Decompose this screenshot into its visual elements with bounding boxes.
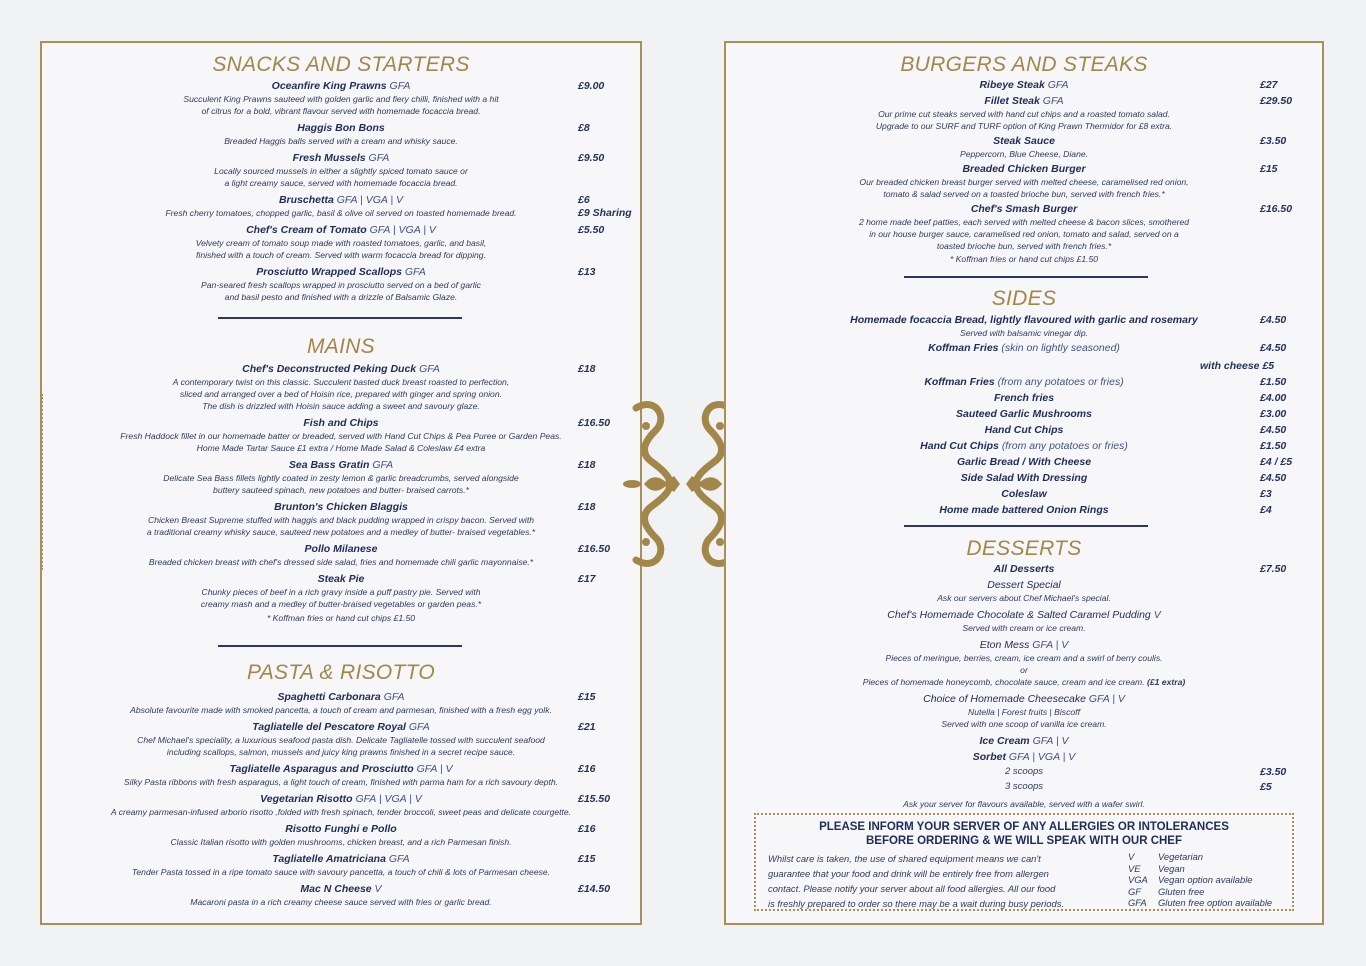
menu-item-name-line (42, 691, 640, 704)
menu-item-description: Chicken Breast Supreme stuffed with haggis and black pudding wrapped in crispy bacon. Served with (148, 515, 534, 525)
side-item-price: £4 / £5 (1260, 456, 1293, 468)
allergy-line: Whilst care is taken, the use of shared equipment means we can't (768, 853, 1041, 864)
menu-item-name: Chef's Deconstructed Peking Duck (242, 363, 417, 375)
menu-item (42, 266, 640, 303)
menu-item-price: £29.50 (1260, 95, 1293, 107)
menu-item-price: £15 (1260, 163, 1278, 175)
side-item-name (726, 342, 1322, 355)
menu-item-price: £13 (578, 266, 596, 278)
menu-item-name-line (42, 266, 640, 279)
menu-item (42, 543, 640, 568)
menu-item-name-line (726, 203, 1322, 216)
menu-item-name-line (42, 853, 640, 866)
legend-code: VGA (1128, 874, 1148, 885)
menu-item-name-line (42, 501, 640, 514)
dietary-tags: GFA | VGA | V (369, 224, 436, 236)
dietary-tags: V (374, 883, 382, 895)
legend-code: GFA (1128, 897, 1147, 908)
pasta-section (42, 661, 640, 908)
side-item-price: £4 (1260, 504, 1272, 516)
side-item (726, 454, 1322, 470)
mains-fries-note: * Koffman fries or hand cut chips £1.50 (266, 613, 416, 623)
menu-item-description: toasted brioche bun, served with french fries.* (936, 241, 1112, 251)
menu-item-description: The dish is drizzled with Hoisin sauce adding a sweet and savoury glaze. (202, 401, 480, 411)
menu-item-price: £16.50 (578, 543, 611, 555)
menu-item-price: £14.50 (578, 883, 611, 895)
menu-item-price: £16.50 (578, 417, 611, 429)
pasta-list (42, 691, 640, 908)
menu-item (42, 363, 640, 412)
menu-item-name-line (726, 95, 1322, 108)
legend-row (1128, 886, 1272, 898)
dietary-tags: GFA (408, 721, 430, 733)
menu-item-price: £18 (578, 459, 596, 471)
menu-item-name-line (726, 79, 1322, 92)
menu-item-description: A contemporary twist on this classic. Succulent basted duck breast roasted to perfection, (172, 377, 510, 387)
allergy-notice (754, 813, 1294, 911)
menu-item-name-line (42, 417, 640, 430)
dietary-tags: GFA (368, 152, 390, 164)
section-title-sides: SIDES (991, 287, 1057, 310)
menu-item-name: Steak Sauce (993, 135, 1055, 147)
left-menu-panel (40, 41, 642, 925)
dessert-name-text: Sorbet (972, 751, 1006, 763)
side-name-text: Koffman Fries (924, 376, 995, 388)
dessert-all (726, 563, 1322, 576)
allergy-line: is freshly prepared to order so there may be a wait during busy periods. (768, 898, 1064, 909)
menu-item-description: Locally sourced mussels in either a slightly spiced tomato sauce or (214, 166, 468, 176)
snacks-section (42, 53, 640, 303)
menu-item-description: Our breaded chicken breast burger served with melted cheese, caramelised red onion, (859, 177, 1189, 187)
menu-item-name-line (42, 122, 640, 135)
legend-code: VE (1128, 862, 1141, 874)
scoops-2-row (726, 766, 1322, 781)
menu-item-name-line (42, 224, 640, 237)
dessert-special-desc: Ask our servers about Chef Michael's special. (937, 593, 1111, 603)
dietary-tags: GFA (388, 853, 410, 865)
menu-item-price: £15 (578, 853, 596, 865)
side-item-name (726, 374, 1322, 390)
menu-item-description: and basil pesto and finished with a drizzle of Balsamic Glaze. (224, 292, 458, 302)
mains-list (42, 363, 640, 610)
menu-item-price: £18 (578, 363, 596, 375)
flavours-note: Ask your server for flavours available, served with a wafer swirl. (903, 799, 1145, 809)
menu-item-name-line (42, 363, 640, 376)
dessert-eton-desc: Pieces of meringue, berries, cream, ice cream and a swirl of berry coulis. (885, 653, 1163, 663)
menu-item-name-line (42, 721, 640, 734)
dietary-tags: GFA (1047, 79, 1069, 91)
dessert-cheesecake-desc: Nutella | Forest fruits | Biscoff (968, 707, 1080, 717)
dessert-pudding-name (726, 609, 1322, 622)
side-item-price: £4.50 (1260, 424, 1287, 436)
menu-item-description: A creamy parmesan-infused arborio risotto ,folded with fresh spinach, tender broccoli, sweet peas and delicate courgette. (110, 807, 572, 817)
side-item (726, 486, 1322, 502)
allergy-line: contact. Please notify your server about all food allergies. All our food (768, 883, 1056, 894)
menu-item-name: Fillet Steak (984, 95, 1040, 107)
menu-item-name-line (42, 883, 640, 896)
menu-item-description: Pan-seared fresh scallops wrapped in prosciutto served on a bed of garlic (201, 280, 481, 290)
dietary-legend (1128, 851, 1272, 909)
menu-item (726, 79, 1322, 92)
dessert-name-text: Chef's Homemade Chocolate & Salted Caramel Pudding (887, 609, 1151, 621)
menu-item-name: Breaded Chicken Burger (962, 163, 1086, 175)
menu-item-description: Classic Italian risotto with golden mushrooms, chicken breast, and a rich Parmesan finish. (170, 837, 512, 847)
side-item-name (726, 422, 1322, 438)
menu-item-description: Breaded Haggis balls served with a cream and whisky sauce. (224, 136, 458, 146)
side-item-price: £4.00 (1260, 392, 1287, 404)
menu-item (42, 194, 640, 219)
all-desserts-label: All Desserts (993, 563, 1055, 575)
menu-item-price: £6 (578, 194, 590, 206)
menu-item-name: Sea Bass Gratin (288, 459, 370, 471)
side-item-price: £4.50 (1260, 342, 1287, 354)
dessert-tag: GFA | V (1032, 639, 1069, 651)
menu-item-name: Tagliatelle Asparagus and Prosciutto (229, 763, 414, 775)
menu-item-description: Succulent King Prawns sauteed with golden garlic and fiery chilli, finished with a hit (183, 94, 499, 104)
menu-item-price: £9.00 (578, 80, 605, 92)
section-title-snacks: SNACKS AND STARTERS (212, 53, 470, 76)
divider (904, 525, 1148, 527)
menu-item-name: Haggis Bon Bons (297, 122, 385, 134)
menu-item-name: Steak Pie (317, 573, 365, 585)
legend-label: Gluten free option available (1158, 897, 1273, 908)
menu-item-price: £15.50 (578, 793, 611, 805)
side-item-price: £1.50 (1260, 440, 1287, 452)
menu-item-description: Delicate Sea Bass fillets lightly coated in zesty lemon & garlic breadcrumbs, served alongside (163, 473, 519, 483)
menu-item-description: a traditional creamy whisky sauce, sauteed new potatoes and a medley of butter- braised vegetables.* (146, 527, 536, 537)
menu-item-name: Vegetarian Risotto (260, 793, 353, 805)
menu-item-description: 2 home made beef patties, each served with melted cheese & bacon slices, smothered (858, 217, 1190, 227)
dessert-special (726, 579, 1322, 604)
dessert-sorbet-name (726, 751, 1322, 764)
menu-item-name: Spaghetti Carbonara (277, 691, 381, 703)
menu-item-name-line (42, 793, 640, 806)
menu-item-price: £15 (578, 691, 596, 703)
dessert-name-text: Ice Cream (979, 735, 1030, 747)
menu-item-price: £17 (578, 573, 596, 585)
legend-code: GF (1128, 885, 1142, 897)
menu-item (42, 224, 640, 261)
dietary-tags: GFA (372, 459, 394, 471)
side-item-focaccia (726, 314, 1322, 339)
menu-item-name: Tagliatelle del Pescatore Royal (252, 721, 406, 733)
menu-item-price: £21 (578, 721, 596, 733)
menu-item (42, 883, 640, 908)
menu-item-description: Fresh Haddock fillet in our homemade batter or breaded, served with Hand Cut Chips & Pea Puree or Garden Peas. (120, 431, 562, 441)
eton-extra-price: (£1 extra) (1147, 677, 1186, 687)
dietary-tags: GFA (389, 80, 411, 92)
menu-item-description: Chunky pieces of beef in a rich gravy inside a puff pastry pie. Served with (201, 587, 481, 597)
side-item-price: £4.50 (1260, 314, 1287, 326)
menu-item-description: including scallops, salmon, mussels and juicy king prawns finished in a secret recipe sauce. (166, 747, 516, 757)
menu-item-description: Macaroni pasta in a rich creamy cheese sauce served with fries or garlic bread. (190, 897, 492, 907)
allergy-disclaimer (768, 851, 1108, 911)
menu-item (726, 95, 1322, 132)
menu-item-price: £16 (578, 823, 596, 835)
menu-item-name: Chef's Smash Burger (970, 203, 1078, 215)
dessert-pudding-desc: Served with cream or ice cream. (962, 623, 1086, 633)
dessert-pudding (726, 609, 1322, 634)
section-title-desserts: DESSERTS (966, 537, 1082, 560)
menu-item-price: £18 (578, 501, 596, 513)
menu-item-description: a light creamy sauce, served with homemade focaccia bread. (224, 178, 458, 188)
legend-row (1128, 874, 1272, 886)
all-desserts-price: £7.50 (1260, 563, 1287, 575)
dessert-eton-name (726, 639, 1322, 652)
menu-item-description: Absolute favourite made with smoked pancetta, a touch of cream and parmesan, finished with a fresh egg yolk. (130, 705, 552, 715)
side-item-name: Homemade focaccia Bread, lightly flavoured with garlic and rosemary (850, 314, 1198, 326)
menu-item-name-line (726, 135, 1322, 148)
side-name-text: Hand Cut Chips (984, 424, 1064, 436)
legend-label: Vegetarian (1158, 851, 1203, 862)
menu-item (726, 163, 1322, 200)
scoops-3-row (726, 781, 1322, 796)
menu-item-price-sharing: £9 Sharing (578, 207, 632, 219)
dessert-eton-or: or (1020, 665, 1028, 675)
side-item-name (726, 486, 1322, 502)
dietary-tags: GFA (383, 691, 405, 703)
side-item-name (726, 390, 1322, 406)
dessert-cheesecake-name (726, 693, 1322, 706)
menu-item (42, 417, 640, 454)
menu-item (42, 459, 640, 496)
side-name-text: Garlic Bread / With Cheese (956, 456, 1092, 468)
menu-item-price: £9.50 (578, 152, 605, 164)
menu-item (42, 853, 640, 878)
side-item-price: £4.50 (1260, 472, 1287, 484)
side-name-text: Hand Cut Chips (920, 440, 999, 452)
menu-item-name: Prosciutto Wrapped Scallops (256, 266, 402, 278)
scoops-3-price: £5 (1260, 781, 1272, 793)
allergy-line: guarantee that your food and drink will be entirely free from allergen (768, 868, 1049, 879)
menu-item-name-line (42, 763, 640, 776)
scoops-2-price: £3.50 (1260, 766, 1287, 778)
legend-row (1128, 851, 1272, 863)
side-name-text: Home made battered Onion Rings (939, 504, 1109, 516)
side-item-price: £3.00 (1260, 408, 1287, 420)
side-name-text: Coleslaw (1001, 488, 1047, 500)
side-item-name (726, 406, 1322, 422)
burgers-fries-note: * Koffman fries or hand cut chips £1.50 (949, 254, 1099, 264)
allergy-heading-2: BEFORE ORDERING & WE WILL SPEAK WITH OUR CHEF (865, 835, 1183, 847)
menu-item (42, 691, 640, 716)
menu-item (42, 763, 640, 788)
dessert-name-text: Choice of Homemade Cheesecake (923, 693, 1086, 705)
menu-item (42, 501, 640, 538)
menu-item-name: Brunton's Chicken Blaggis (274, 501, 408, 513)
dessert-eton-desc-2 (726, 676, 1322, 688)
menu-item-description: creamy mash and a medley of butter-braised vegetables or garden peas.* (200, 599, 482, 609)
side-item (726, 438, 1322, 454)
scoops-3-label: 3 scoops (1004, 781, 1044, 792)
menu-item (42, 152, 640, 189)
menu-item-description: Our prime cut steaks served with hand cut chips and a roasted tomato salad. (878, 109, 1170, 119)
menu-item-name-line (42, 80, 640, 93)
menu-item-description: Upgrade to our SURF and TURF option of King Prawn Thermidor for £8 extra. (875, 121, 1173, 131)
menu-item (42, 721, 640, 758)
menu-item-description: of citrus for a bold, vibrant flavour served with homemade focaccia bread. (201, 106, 481, 116)
menu-item (726, 135, 1322, 160)
dietary-tags: GFA | V (416, 763, 453, 775)
menu-item (726, 203, 1322, 252)
dessert-tag: GFA | VGA | V (1008, 751, 1076, 763)
menu-item-name-line (726, 163, 1322, 176)
legend-label: Gluten free (1158, 885, 1205, 897)
section-title-pasta: PASTA & RISOTTO (246, 661, 436, 684)
mains-section (42, 335, 640, 624)
dessert-tag: GFA | V (1032, 735, 1069, 747)
menu-item-name: Chef's Cream of Tomato (246, 224, 367, 236)
side-item-name (726, 502, 1322, 518)
menu-item-name: Fish and Chips (303, 417, 379, 429)
side-item-name (726, 438, 1322, 454)
menu-item-price: £27 (1260, 79, 1278, 91)
dietary-tags: GFA | VGA | V (355, 793, 422, 805)
section-title-burgers: BURGERS AND STEAKS (900, 53, 1148, 76)
dietary-tags: GFA (404, 266, 426, 278)
divider (218, 645, 462, 647)
dessert-cheesecake (726, 693, 1322, 730)
menu-item-name-line (42, 823, 640, 836)
menu-item-price: £8 (578, 122, 590, 134)
allergy-heading: PLEASE INFORM YOUR SERVER OF ANY ALLERGIES OR INTOLERANCES (819, 821, 1229, 833)
menu-item-name: Mac N Cheese (300, 883, 372, 895)
side-name-text: Side Salad With Dressing (960, 472, 1088, 484)
divider (218, 317, 462, 319)
side-item (726, 390, 1322, 406)
dessert-tag: GFA | V (1088, 693, 1125, 705)
menu-item-name: Risotto Funghi e Pollo (285, 823, 397, 835)
burgers-section (726, 53, 1322, 265)
with-cheese-price: with cheese £5 (1200, 360, 1275, 372)
side-name-text: Sauteed Garlic Mushrooms (956, 408, 1092, 420)
dietary-tags: GFA (1042, 95, 1064, 107)
side-item-desc: Served with balsamic vinegar dip. (959, 328, 1088, 338)
dotted-edge-left (41, 394, 43, 570)
side-item-price: £1.50 (1260, 376, 1287, 388)
menu-item-description: finished with a touch of cream. Served with warm focaccia bread for dipping. (196, 250, 486, 260)
menu-item-price: £16 (578, 763, 596, 775)
burgers-list (726, 79, 1322, 252)
side-item (726, 374, 1322, 390)
menu-item-name: Bruschetta (278, 194, 334, 206)
menu-item (42, 80, 640, 117)
legend-row (1128, 863, 1272, 875)
legend-label: Vegan (1158, 862, 1185, 874)
legend-code: V (1128, 851, 1135, 862)
menu-item-description: Silky Pasta ribbons with fresh asparagus, a light touch of cream, finished with parma ham for a rich savoury depth. (123, 777, 559, 787)
desserts-section (726, 537, 1322, 810)
dessert-tag: V (1153, 609, 1161, 621)
menu-item-name-line (42, 152, 640, 165)
menu-item (42, 793, 640, 818)
menu-item (42, 122, 640, 147)
menu-item-name: Fresh Mussels (292, 152, 366, 164)
side-item-price: £3 (1260, 488, 1272, 500)
dessert-ice-cream (726, 735, 1322, 748)
side-item (726, 406, 1322, 422)
side-item (726, 422, 1322, 438)
menu-item-name-line (42, 543, 640, 556)
menu-item-price: £5.50 (578, 224, 605, 236)
scoops-2-label: 2 scoops (1004, 766, 1044, 777)
dessert-eton-mess (726, 639, 1322, 688)
dessert-icecream-name (726, 735, 1322, 748)
menu-item-description: tomato & salad served on a toasted brioche bun, served with french fries.* (883, 189, 1165, 199)
menu-item-price: £3.50 (1260, 135, 1287, 147)
menu-item-name-line (42, 194, 640, 207)
menu-item-description: buttery sauteed spinach, new potatoes and butter- braised carrots.* (213, 485, 469, 495)
dessert-cheesecake-desc-2: Served with one scoop of vanilla ice cream. (941, 719, 1107, 729)
snacks-list (42, 80, 640, 303)
menu-item-description: Breaded chicken breast with chef's dressed side salad, fries and homemade chili garlic mayonnaise.* (148, 557, 534, 567)
dessert-name-text: Eton Mess (979, 639, 1030, 651)
eton-desc-text: Pieces of homemade honeycomb, chocolate sauce, cream and ice cream. (862, 677, 1145, 687)
menu-item-description: Velvety cream of tomato soup made with roasted tomatoes, garlic, and basil, (195, 238, 487, 248)
legend-row (1128, 897, 1272, 909)
menu-item-description: Peppercorn, Blue Cheese, Diane. (959, 149, 1089, 159)
side-item-name (726, 470, 1322, 486)
side-item (726, 470, 1322, 486)
menu-item-description: Home Made Tartar Sauce £1 extra / Home Made Salad & Coleslaw £4 extra (196, 443, 486, 453)
side-tag: (from any potatoes or fries) (1001, 440, 1128, 452)
menu-item-description: Fresh cherry tomatoes, chopped garlic, basil & olive oil served on toasted homemade bread. (165, 208, 517, 218)
legend-label: Vegan option available (1158, 874, 1253, 885)
side-item (726, 502, 1322, 518)
dietary-tags: GFA (419, 363, 440, 375)
menu-item-description: Tender Pasta tossed in a ripe tomato sauce with savoury pancetta, a touch of chili & lots of Parmesan cheese. (131, 867, 551, 877)
side-item-koffman (726, 342, 1322, 374)
menu-item-description: sliced and arranged over a bed of Hoisin rice, prepared with ginger and spring onion. (180, 389, 502, 399)
menu-item-name: Ribeye Steak (979, 79, 1045, 91)
sides-list (726, 374, 1322, 518)
menu-item-description: Chef Michael's speciality, a luxurious seafood pasta dish. Delicate Tagliatelle tossed with succulent seafood (137, 735, 545, 745)
section-title-mains: MAINS (306, 335, 375, 358)
divider (904, 276, 1148, 278)
side-name-text: Koffman Fries (928, 342, 999, 354)
sides-section (726, 287, 1322, 518)
dessert-special-name: Dessert Special (987, 579, 1061, 591)
menu-item-name-line (42, 459, 640, 472)
dessert-sorbet (726, 751, 1322, 764)
menu-item-name: Pollo Milanese (304, 543, 378, 555)
side-tag: (from any potatoes or fries) (997, 376, 1124, 388)
menu-item-name-line (42, 573, 640, 586)
menu-item-name: Oceanfire King Prawns (271, 80, 387, 92)
menu-item (42, 823, 640, 848)
dietary-tags: GFA | VGA | V (336, 194, 404, 206)
right-menu-panel (724, 41, 1324, 925)
menu-item-description: in our house burger sauce, caramelised red onion, tomato and salad, served on a (869, 229, 1179, 239)
side-tag: (skin on lightly seasoned) (1001, 342, 1120, 354)
side-name-text: French fries (993, 392, 1055, 404)
side-item-name (726, 454, 1322, 470)
menu-item-name: Tagliatelle Amatriciana (272, 853, 386, 865)
menu-item-price: £16.50 (1260, 203, 1293, 215)
menu-item (42, 573, 640, 610)
